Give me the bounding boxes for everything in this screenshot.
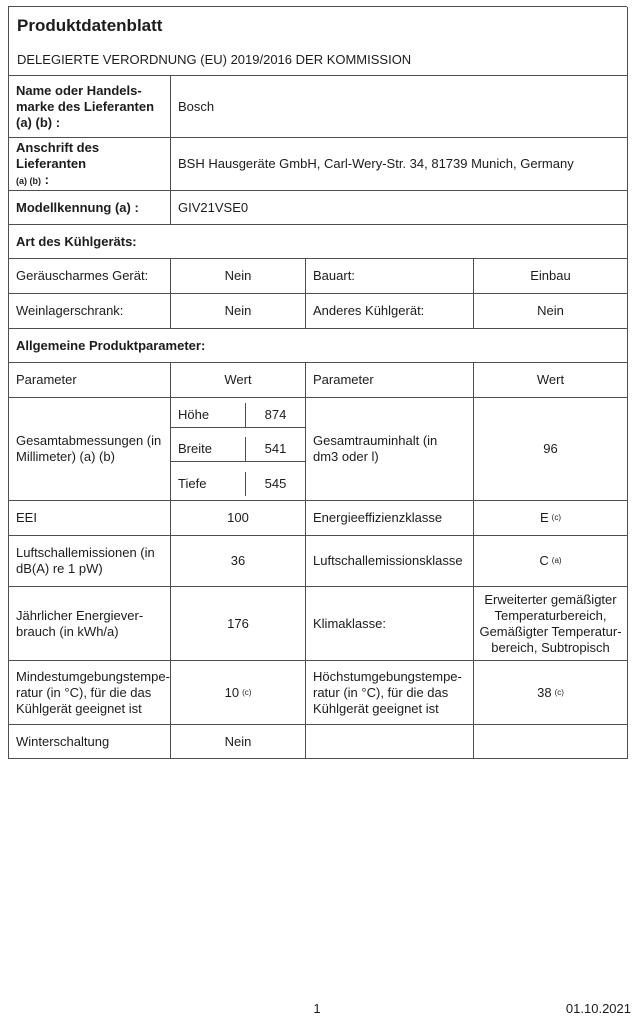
label-climate-class: Klimaklasse:: [306, 587, 474, 661]
column-header-wert-right: Wert: [474, 363, 628, 398]
dimension-height-label: Höhe: [171, 403, 246, 428]
value-noise-class: C (a): [474, 536, 628, 587]
supplier-address-label: Anschrift des Lieferanten (a) (b) :: [16, 139, 100, 187]
dimension-width-value: 541: [246, 437, 305, 462]
page-footer: [0, 1001, 634, 1019]
footer-date: 01.10.2021: [565, 1001, 631, 1016]
label-wine-storage: Weinlagerschrank:: [9, 294, 171, 329]
label-noise-class: Luftschallemissionsklasse: [306, 536, 474, 587]
label-overall-dimensions: Gesamtabmessungen (in Millimeter) (a) (b): [9, 398, 171, 501]
column-header-parameter-left: Parameter: [9, 363, 171, 398]
datasheet-table: [8, 6, 627, 759]
empty-cell-left: [306, 725, 474, 759]
label-annual-energy: Jährlicher Energiever-brauch (in kWh/a): [9, 587, 171, 661]
regulation-subtitle: DELEGIERTE VERORDNUNG (EU) 2019/2016 DER KOMMISSION: [17, 52, 412, 67]
page-number: 1: [313, 1001, 321, 1016]
label-eei: EEI: [9, 501, 171, 536]
label-design-type: Bauart:: [306, 259, 474, 294]
value-total-volume: 96: [474, 398, 628, 501]
supplier-address-label-cell: [9, 138, 171, 191]
page-title: Produktdatenblatt: [17, 16, 163, 35]
model-id-value: GIV21VSE0: [171, 191, 628, 225]
value-climate-class: Erweiterter gemäßigter Temperaturbereich, Gemäßigter Temperatur-bereich, Subtropisch: [474, 587, 628, 661]
label-noise-emission: Luftschallemissionen (in dB(A) re 1 pW): [9, 536, 171, 587]
model-id-label: Modellkennung (a) :: [9, 191, 171, 225]
value-winter-setting: Nein: [171, 725, 306, 759]
label-total-volume: Gesamtrauminhalt (in dm3 oder l): [306, 398, 474, 501]
dimension-depth-label: Tiefe: [171, 472, 246, 496]
value-max-ambient-temp: 38 (c): [474, 661, 628, 725]
section-title-general: Allgemeine Produktparameter:: [9, 329, 628, 363]
supplier-name-value: Bosch: [171, 76, 628, 138]
column-header-parameter-right: Parameter: [306, 363, 474, 398]
value-other-appliance: Nein: [474, 294, 628, 329]
header-block: [9, 7, 628, 76]
value-noise-emission: 36: [171, 536, 306, 587]
supplier-address-value: BSH Hausgeräte GmbH, Carl-Wery-Str. 34, 81739 Munich, Germany: [171, 138, 628, 191]
label-max-ambient-temp: Höchstumgebungstempe-ratur (in °C), für die das Kühlgerät geeignet ist: [306, 661, 474, 725]
dimension-depth-value: 545: [264, 475, 287, 491]
dimension-height-value: 874: [246, 403, 305, 428]
label-other-appliance: Anderes Kühlgerät:: [306, 294, 474, 329]
empty-cell-right: [474, 725, 628, 759]
value-energy-class: E (c): [474, 501, 628, 536]
section-title-type: Art des Kühlgeräts:: [9, 225, 628, 259]
value-wine-storage: Nein: [171, 294, 306, 329]
dimension-width-label: Breite: [171, 437, 246, 462]
label-winter-setting: Winterschaltung: [9, 725, 171, 759]
label-min-ambient-temp: Mindestumgebungstempe-ratur (in °C), für die das Kühlgerät geeignet ist: [9, 661, 171, 725]
label-energy-class: Energieeffizienzklasse: [306, 501, 474, 536]
column-header-wert-left: Wert: [171, 363, 306, 398]
value-eei: 100: [171, 501, 306, 536]
max-temp-footnote: (c): [554, 687, 564, 697]
value-min-ambient-temp: 10 (c): [171, 661, 306, 725]
value-quiet-appliance: Nein: [171, 259, 306, 294]
label-quiet-appliance: Geräuscharmes Gerät:: [9, 259, 171, 294]
value-annual-energy: 176: [171, 587, 306, 661]
value-design-type: Einbau: [474, 259, 628, 294]
min-temp-footnote: (c): [242, 687, 252, 697]
supplier-name-label: Name oder Handels-marke des Lieferanten (a) (b) :: [9, 76, 171, 138]
energy-class-footnote: (c): [551, 513, 561, 522]
dimensions-subtable: [171, 398, 306, 501]
noise-class-footnote: (a): [551, 556, 562, 565]
